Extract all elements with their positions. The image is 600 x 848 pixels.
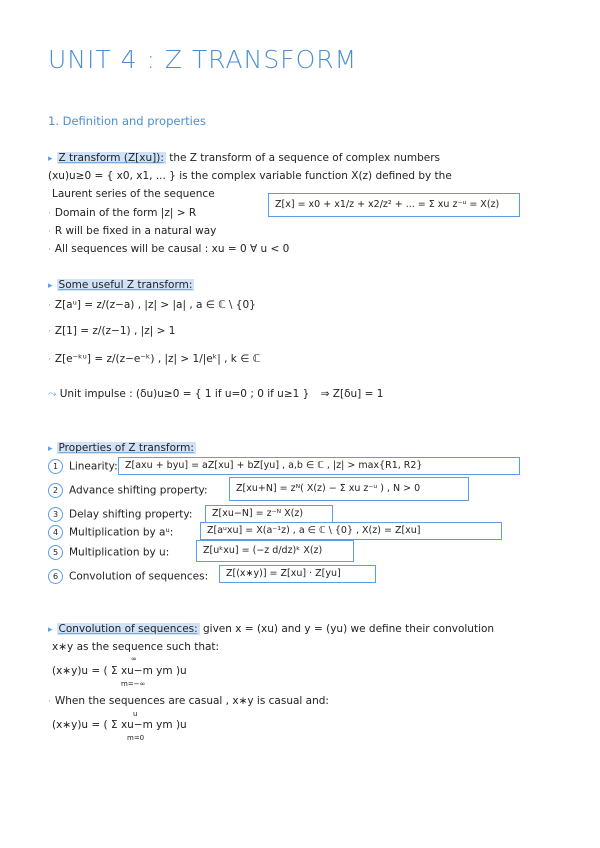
convolution-line-1 <box>48 622 494 637</box>
bullet-icon: ▸ <box>48 154 53 164</box>
property-5-formula-box: Z[uᵏxu] = (−z d/dz)ᵏ X(z) <box>196 540 354 562</box>
bullet-icon: · <box>48 697 51 707</box>
convolution-formula-2: (x∗y)u = ( Σ xu−m ym )u <box>52 719 187 731</box>
useful-heading <box>48 278 194 293</box>
useful-formula-3 <box>48 352 260 367</box>
definition-bullet-1 <box>48 206 196 221</box>
convolution-bullet <box>48 694 329 709</box>
definition-line-3: Laurent series of the sequence <box>52 188 215 200</box>
squiggle-arrow-icon: ⤳ <box>48 388 60 400</box>
bullet-icon: · <box>48 245 51 255</box>
property-6 <box>48 569 208 584</box>
bullet-text: When the sequences are casual , x∗y is casual and: <box>54 695 329 707</box>
formula-text: Z[aᵘ] = z/(z−a) , |z| > |a| , a ∈ ℂ \ {0} <box>54 299 256 311</box>
definition-text-1: the Z transform of a sequence of complex numbers <box>165 152 441 164</box>
property-6-formula-box: Z[(x∗y)] = Z[xu] · Z[yu] <box>219 565 376 583</box>
impulse-result: ⇒ Z[δu] = 1 <box>320 388 384 400</box>
number-4-icon: 4 <box>48 525 63 540</box>
property-5 <box>48 545 169 560</box>
number-3-icon: 3 <box>48 507 63 522</box>
property-4-formula-box: Z[aᵘxu] = X(a⁻¹z) , a ∈ ℂ \ {0} , X(z) = Z[xu] <box>200 522 502 540</box>
convolution-text-1: given x = (xu) and y = (yu) we define their convolution <box>199 623 495 635</box>
number-2-icon: 2 <box>48 483 63 498</box>
formula-text: Z[e⁻ᵏᵘ] = z/(z−e⁻ᵏ) , |z| > 1/|eᵏ| , k ∈ ℂ <box>54 353 261 365</box>
convolution-formula-1: (x∗y)u = ( Σ xu−m ym )u <box>52 665 187 677</box>
property-name: Advance shifting property: <box>69 484 208 497</box>
properties-label: Properties of Z transform: <box>58 442 194 454</box>
bullet-icon: · <box>48 327 51 337</box>
sum-1-upper-limit: ∞ <box>131 655 137 663</box>
property-1 <box>48 459 118 474</box>
property-2-formula-box: Z[xu+N] = zᴺ( X(z) − Σ xu z⁻ᵘ ) , N > 0 <box>229 477 469 501</box>
definition-bullet-3 <box>48 242 289 257</box>
property-name: Multiplication by u: <box>69 546 170 559</box>
bullet-text: R will be fixed in a natural way <box>54 225 217 237</box>
properties-heading <box>48 441 196 456</box>
bullet-icon: · <box>48 301 51 311</box>
property-4 <box>48 525 173 540</box>
bullet-text: All sequences will be causal : xu = 0 ∀ u < 0 <box>54 243 290 255</box>
definition-line-2: (xu)u≥0 = { x0, x1, ... } is the complex variable function X(z) defined by the <box>48 170 452 182</box>
impulse-definition: Unit impulse : (δu)u≥0 = { 1 if u=0 ; 0 if u≥1 } <box>59 388 310 400</box>
property-3 <box>48 507 192 522</box>
bullet-icon: · <box>48 355 51 365</box>
useful-formula-2 <box>48 324 175 339</box>
bullet-icon: · <box>48 227 51 237</box>
property-name: Linearity: <box>69 460 118 473</box>
property-1-formula-box: Z[axu + byu] = aZ[xu] + bZ[yu] , a,b ∈ ℂ , |z| > max{R1, R2} <box>118 457 520 475</box>
property-name: Delay shifting property: <box>69 508 193 521</box>
definition-line-1 <box>48 151 440 166</box>
bullet-text: Domain of the form |z| > R <box>54 207 197 219</box>
sum-2-lower-limit: m=0 <box>127 734 145 742</box>
convolution-label: Convolution of sequences: <box>58 623 198 635</box>
page-title: UNIT 4 : Z TRANSFORM <box>48 45 358 74</box>
property-3-formula-box: Z[xu−N] = z⁻ᴺ X(z) <box>205 505 333 523</box>
bullet-icon: ▸ <box>48 444 53 454</box>
z-transform-formula-box: Z[x] = x0 + x1/z + x2/z² + ... = Σ xu z⁻ᵘ = X(z) <box>268 193 520 217</box>
bullet-icon: ▸ <box>48 625 53 635</box>
definition-label: Z transform (Z[xu]): <box>58 152 164 164</box>
number-5-icon: 5 <box>48 545 63 560</box>
number-1-icon: 1 <box>48 459 63 474</box>
property-name: Convolution of sequences: <box>69 570 209 583</box>
property-name: Multiplication by aᵘ: <box>69 526 174 539</box>
sum-2-upper-limit: u <box>133 710 138 718</box>
useful-formula-1 <box>48 298 256 313</box>
sum-1-lower-limit: m=−∞ <box>121 680 146 688</box>
formula-text: Z[1] = z/(z−1) , |z| > 1 <box>54 325 176 337</box>
convolution-line-2: x∗y as the sequence such that: <box>52 641 220 653</box>
property-2 <box>48 483 208 498</box>
section-heading: 1. Definition and properties <box>48 114 206 128</box>
number-6-icon: 6 <box>48 569 63 584</box>
bullet-icon: · <box>48 209 51 219</box>
bullet-icon: ▸ <box>48 281 53 291</box>
definition-bullet-2 <box>48 224 216 239</box>
useful-label: Some useful Z transform: <box>58 279 193 291</box>
unit-impulse-line <box>48 387 383 401</box>
